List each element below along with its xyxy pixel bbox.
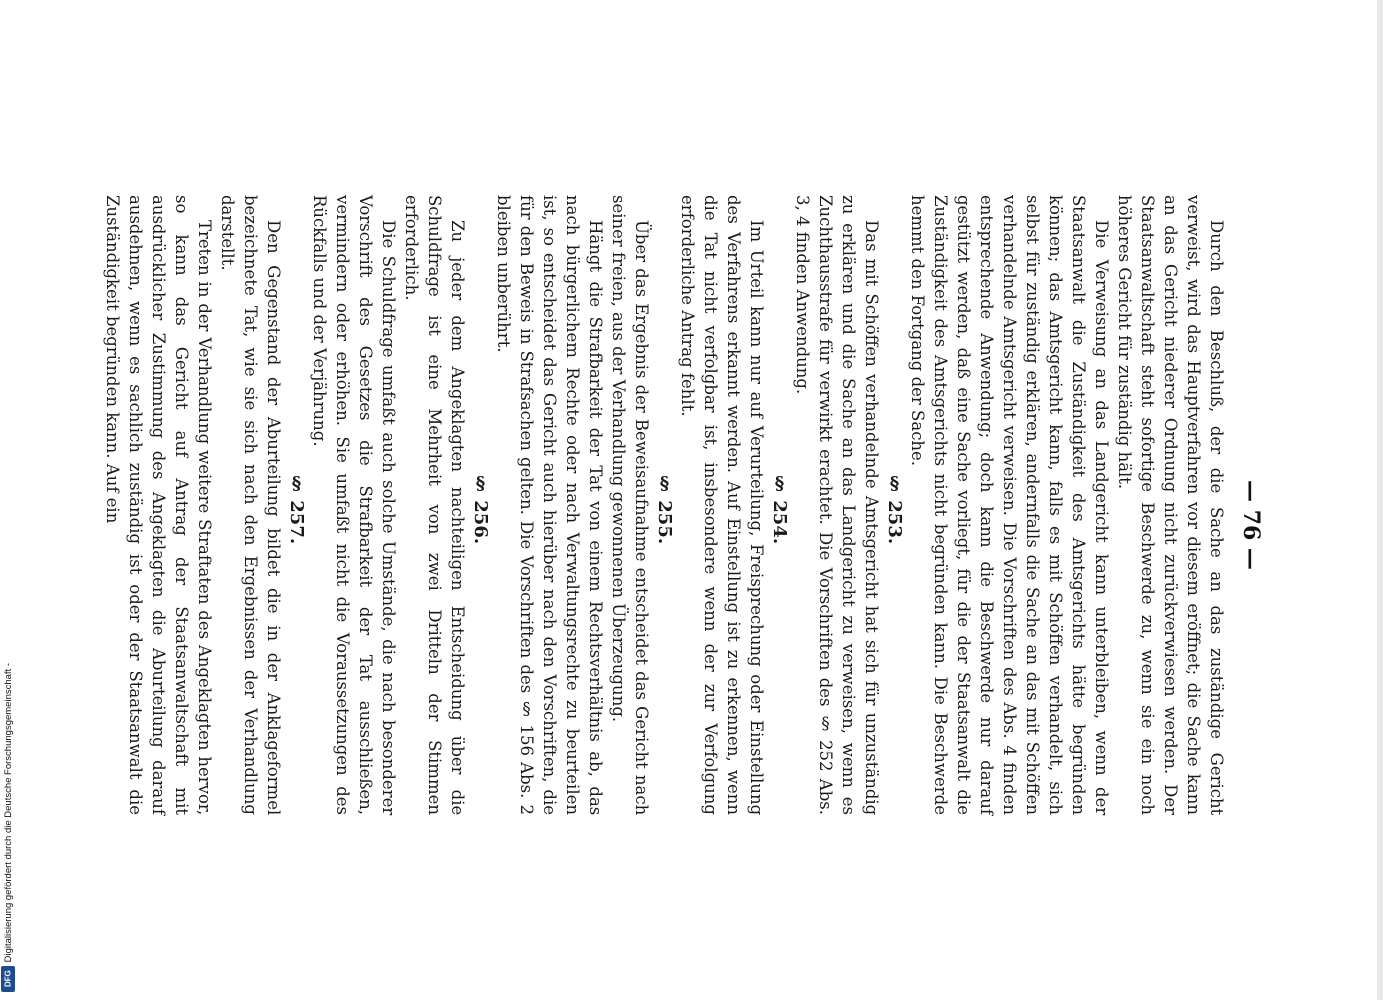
page-text — [103, 195, 1228, 815]
section-paragraph: Die Schuldfrage umfaßt auch solche Umstände, die nach besonderer Vorschrift des Gesetzes die Strafbarkeit der Tat ausschließen, vermindern oder erhöhen. Sie umfaßt nicht die Voraussetzungen des Rückfalls und der Verjährung. — [310, 195, 398, 815]
digitization-credit-bar — [0, 0, 20, 1000]
section-paragraph: Das mit Schöffen verhandelnde Amtsgericht hat sich für unzuständig zu erklären und die Sache an das Landgericht zu verweisen, wenn es Zuchthausstrafe für verwirkt erachtet. Die Vorschriften des § 252 Abs. 3, 4 finden Anwendung. — [793, 195, 881, 815]
section-heading: § 257. — [286, 473, 307, 545]
section-paragraph: Zu jeder dem Angeklagten nachteiligen Entscheidung über die Schuldfrage ist eine Mehrheit von zwei Dritteln der Stimmen erforderlich. — [402, 195, 467, 815]
intro-paragraph: Die Verweisung an das Landgericht kann unterbleiben, wenn der Staatsanwalt die Zuständigkeit des Amtsgerichts hätte begründen können; das Amtsgericht kann, falls es mit Schöffen verhandelt, sich selbst für zuständig erklären, andernfalls die Sache an das mit Schöffen verhandelnde Amtsgericht verweisen. Die Vorschriften des Abs. 4 finden entsprechende Anwendung; doch kann die Beschwerde nur darauf gestützt werden, daß eine Sache vorliegt, für die der Staatsanwalt die Zuständigkeit des Amtsgerichts nicht begründen kann. Die Beschwerde hemmt den Fortgang der Sache. — [908, 195, 1111, 815]
section-paragraph: Über das Ergebnis der Beweisaufnahme entscheidet das Gericht nach seiner freien, aus der Verhandlung gewonnenen Überzeugung. — [609, 195, 651, 815]
scan-edge — [1377, 0, 1383, 1000]
page-number: — 76 — — [1238, 480, 1264, 570]
intro-paragraph: Durch den Beschluß, der die Sache an das zuständige Gericht verweist, wird das Hauptverfahren vor diesem eröffnet; die Sache kann an das Gericht niederer Ordnung nicht zurückverwiesen werden. Der Staatsanwaltschaft steht sofortige Beschwerde zu, wenn sie ein noch höheres Gericht für zuständig hält. — [1115, 195, 1226, 815]
section-heading: § 254. — [769, 473, 790, 545]
section-paragraph: Im Urteil kann nur auf Verurteilung, Freisprechung oder Einstellung des Verfahrens erkannt werden. Auf Einstellung ist zu erkennen, wenn die Tat nicht verfolgbar ist, insbesondere wenn der zur Verfolgung erforderliche Antrag fehlt. — [678, 195, 766, 815]
section-paragraph: Den Gegenstand der Aburteilung bildet die in der Anklageformel bezeichnete Tat, wie sie sich nach den Ergebnissen der Verhandlung darstellt. — [218, 195, 283, 815]
section-paragraph: Hängt die Strafbarkeit der Tat von einem Rechtsverhältnis ab, das nach bürgerlichem Rechte oder nach Verwaltungsrechte zu beurteilen ist, so entscheidet das Gericht auch hierüber nach den Vorschriften, die für den Beweis in Strafsachen gelten. Die Vorschriften des § 156 Abs. 2 bleiben unberührt. — [494, 195, 605, 815]
section-paragraph: Treten in der Verhandlung weitere Straftaten des Angeklagten hervor, so kann das Gericht auf Antrag der Staatsanwaltschaft mit ausdrücklicher Zustimmung des Angeklagten die Aburteilung darauf ausdehnen, wenn es sachlich zuständig ist oder der Staatsanwalt die Zuständigkeit begründen kann. Auf ein — [103, 195, 214, 815]
dfg-logo-icon: DFG — [1, 966, 15, 992]
section-heading: § 255. — [654, 473, 675, 545]
section-heading: § 253. — [884, 473, 905, 545]
digitization-credit: Digitalisierung gefördert durch die Deutsche Forschungsgemeinschaft - — [3, 662, 14, 962]
section-heading: § 256. — [470, 473, 491, 545]
